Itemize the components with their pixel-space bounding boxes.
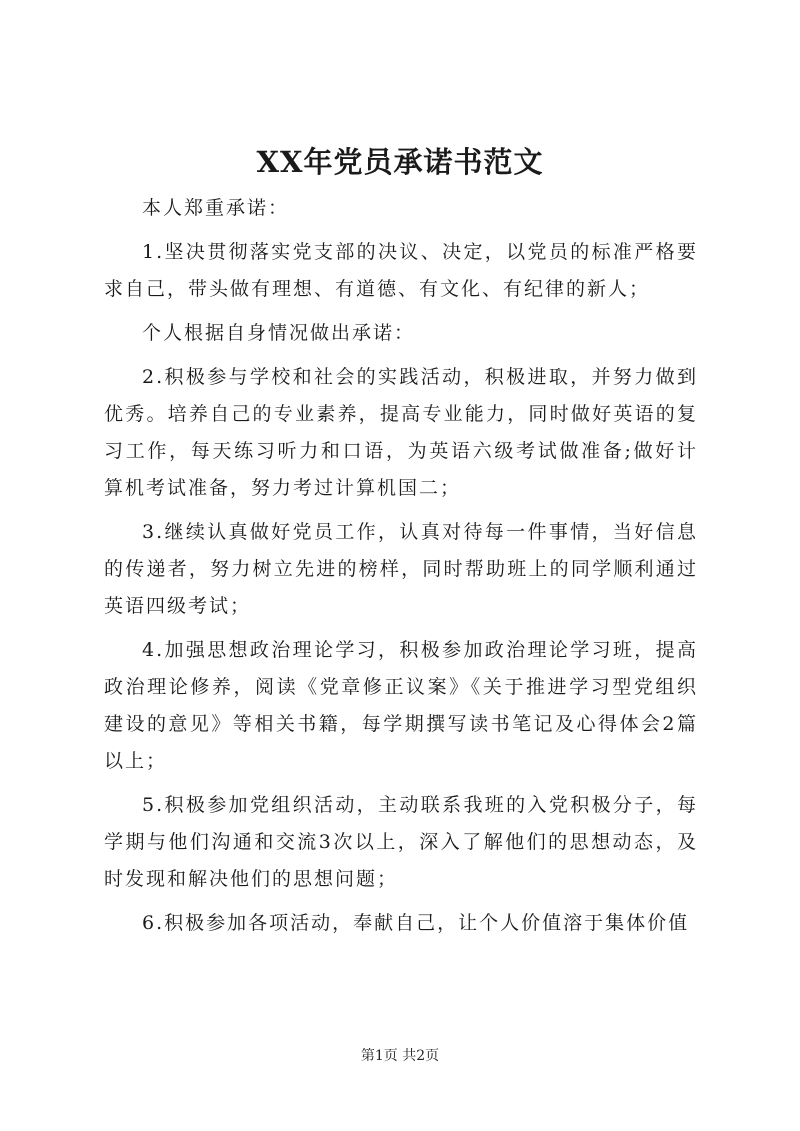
paragraph-item-1: 1.坚决贯彻落实党支部的决议、决定，以党员的标准严格要求自己，带头做有理想、有道德、有文化、有纪律的新人；	[104, 241, 698, 300]
paragraph-item-3: 3.继续认真做好党员工作，认真对待每一件事情，当好信息的传递者，努力树立先进的榜样，同时帮助班上的同学顺利通过英语四级考试；	[104, 521, 698, 617]
paragraph-item-4: 4.加强思想政治理论学习，积极参加政治理论学习班，提高政治理论修养，阅读《党章修正议案》《关于推进学习型党组织建设的意见》等相关书籍，每学期撰写读书笔记及心得体会2篇以上；	[104, 639, 698, 772]
document-body	[104, 190, 698, 949]
paragraph-item-5: 5.积极参加党组织活动，主动联系我班的入党积极分子，每学期与他们沟通和交流3次以上，深入了解他们的思想动态，及时发现和解决他们的思想问题；	[104, 794, 698, 890]
paragraph-item-2: 2.积极参与学校和社会的实践活动，积极进取，并努力做到优秀。培养自己的专业素养，提高专业能力，同时做好英语的复习工作，每天练习听力和口语，为英语六级考试做准备;做好计算机考试准备，努力考过计算机国二；	[104, 366, 698, 499]
page-number-footer: 第1页 共2页	[360, 1048, 440, 1064]
paragraph-item-6: 6.积极参加各项活动，奉献自己，让个人价值溶于集体价值	[142, 912, 690, 934]
paragraph-intro: 本人郑重承诺：	[142, 197, 290, 219]
paragraph-personal: 个人根据自身情况做出承诺：	[142, 322, 416, 344]
document-title: XX年党员承诺书范文	[256, 145, 544, 179]
